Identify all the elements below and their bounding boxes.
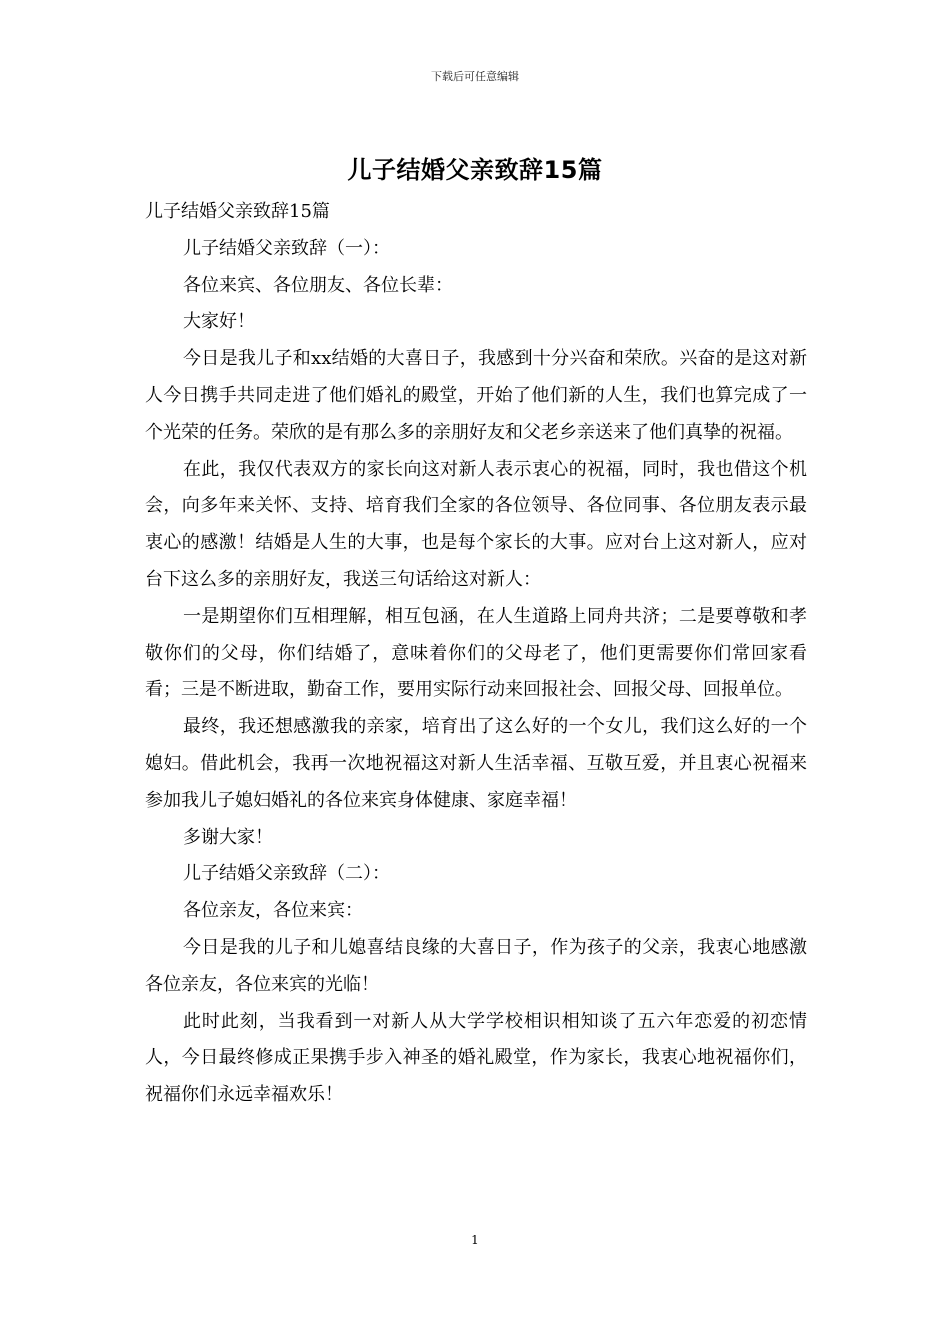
document-body	[145, 194, 807, 1114]
paragraph: 各位亲友，各位来宾：	[183, 900, 363, 922]
paragraph: 今日是我的儿子和儿媳喜结良缘的大喜日子，作为孩子的父亲，我衷心地感激各位亲友，各位来宾的光临！	[145, 936, 807, 995]
paragraph: 在此，我仅代表双方的家长向这对新人表示衷心的祝福，同时，我也借这个机会，向多年来关怀、支持、培育我们全家的各位领导、各位同事、各位朋友表示最衷心的感激！结婚是人生的大事，也是每个家长的大事。应对台上这对新人，应对台下这么多的亲朋好友，我送三句话给这对新人：	[145, 458, 807, 590]
paragraph: 儿子结婚父亲致辞（一）：	[183, 237, 390, 259]
paragraph: 多谢大家！	[183, 826, 273, 848]
paragraph: 此时此刻，当我看到一对新人从大学学校相识相知谈了五六年恋爱的初恋情人，今日最终修成正果携手步入神圣的婚礼殿堂，作为家长，我衷心地祝福你们，祝福你们永远幸福欢乐！	[145, 1010, 807, 1106]
paragraph: 最终，我还想感激我的亲家，培育出了这么好的一个女儿，我们这么好的一个媳妇。借此机会，我再一次地祝福这对新人生活幸福、互敬互爱，并且衷心祝福来参加我儿子媳妇婚礼的各位来宾身体健康、家庭幸福！	[145, 716, 807, 811]
paragraph: 今日是我儿子和xx结婚的大喜日子，我感到十分兴奋和荣欣。兴奋的是这对新人今日携手共同走进了他们婚礼的殿堂，开始了他们新的人生，我们也算完成了一个光荣的任务。荣欣的是有那么多的亲朋好友和父老乡亲送来了他们真挚的祝福。	[145, 348, 807, 443]
paragraph: 一是期望你们互相理解，相互包涵，在人生道路上同舟共济；二是要尊敬和孝敬你们的父母，你们结婚了，意味着你们的父母老了，他们更需要你们常回家看看；三是不断进取，勤奋工作，要用实际行动来回报社会、回报父母、回报单位。	[145, 605, 807, 701]
paragraph: 儿子结婚父亲致辞15篇	[145, 201, 330, 222]
document-title: 儿子结婚父亲致辞15篇	[347, 156, 603, 184]
page-number: 1	[471, 1233, 479, 1247]
paragraph: 各位来宾、各位朋友、各位长辈：	[183, 274, 453, 296]
paragraph: 儿子结婚父亲致辞（二）：	[183, 863, 390, 885]
paragraph: 大家好！	[183, 311, 255, 333]
header-note: 下载后可任意编辑	[431, 70, 519, 83]
